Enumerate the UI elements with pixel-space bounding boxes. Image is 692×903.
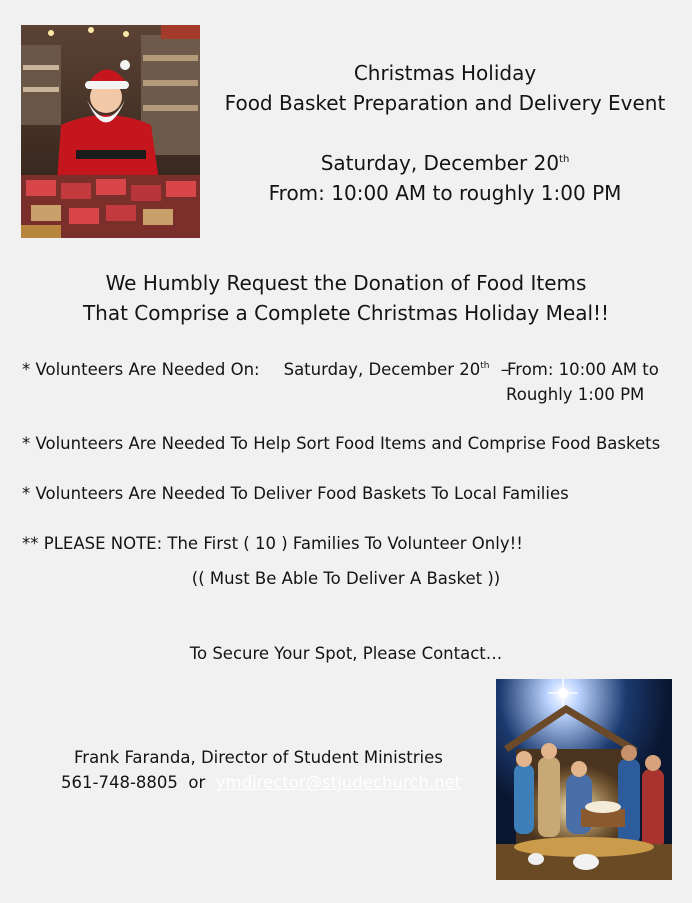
nativity-photo: [496, 679, 672, 880]
bullet-label: * Volunteers Are Needed On:: [22, 360, 260, 379]
contact-email-link[interactable]: ymdirector@stjudechurch.net: [215, 773, 462, 792]
please-note: ** PLEASE NOTE: The First ( 10 ) Families To Volunteer Only!!: [22, 534, 523, 553]
contact-phone: 561-748-8805: [61, 773, 178, 792]
request-line1: We Humbly Request the Donation of Food Items: [105, 271, 587, 295]
contact-details: [61, 770, 461, 795]
event-title-line2: Food Basket Preparation and Delivery Event: [224, 91, 666, 115]
bullet-time-line2: Roughly 1:00 PM: [506, 385, 645, 404]
bullet-date: Saturday, December 20: [283, 360, 481, 379]
event-header: [210, 58, 680, 208]
santa-illustration: [21, 25, 200, 238]
please-note-sub: (( Must Be Able To Deliver A Basket )): [191, 569, 501, 588]
event-time: From: 10:00 AM to roughly 1:00 PM: [268, 181, 622, 205]
contact-or: or: [188, 773, 206, 792]
volunteer-deliver-bullet: * Volunteers Are Needed To Deliver Food Baskets To Local Families: [22, 484, 569, 503]
bullet-time-line1: From: 10:00 AM to: [507, 360, 659, 379]
event-date-text: Saturday, December 20: [320, 151, 560, 175]
event-date: [210, 148, 680, 178]
donation-request: [0, 268, 692, 328]
nativity-illustration: [496, 679, 672, 880]
request-line2: That Comprise a Complete Christmas Holiday Meal!!: [82, 301, 610, 325]
volunteer-date-bullet: [22, 357, 509, 382]
volunteer-sort-bullet: * Volunteers Are Needed To Help Sort Food Items and Comprise Food Baskets: [22, 434, 661, 453]
bullet-dash: –: [500, 360, 509, 379]
contact-name: Frank Faranda, Director of Student Ministries: [74, 748, 443, 767]
contact-prompt: To Secure Your Spot, Please Contact…: [189, 644, 503, 663]
event-date-suffix: th: [559, 154, 570, 165]
bullet-date-suffix: th: [480, 361, 490, 371]
santa-photo: [21, 25, 200, 238]
event-title-line1: Christmas Holiday: [353, 61, 537, 85]
